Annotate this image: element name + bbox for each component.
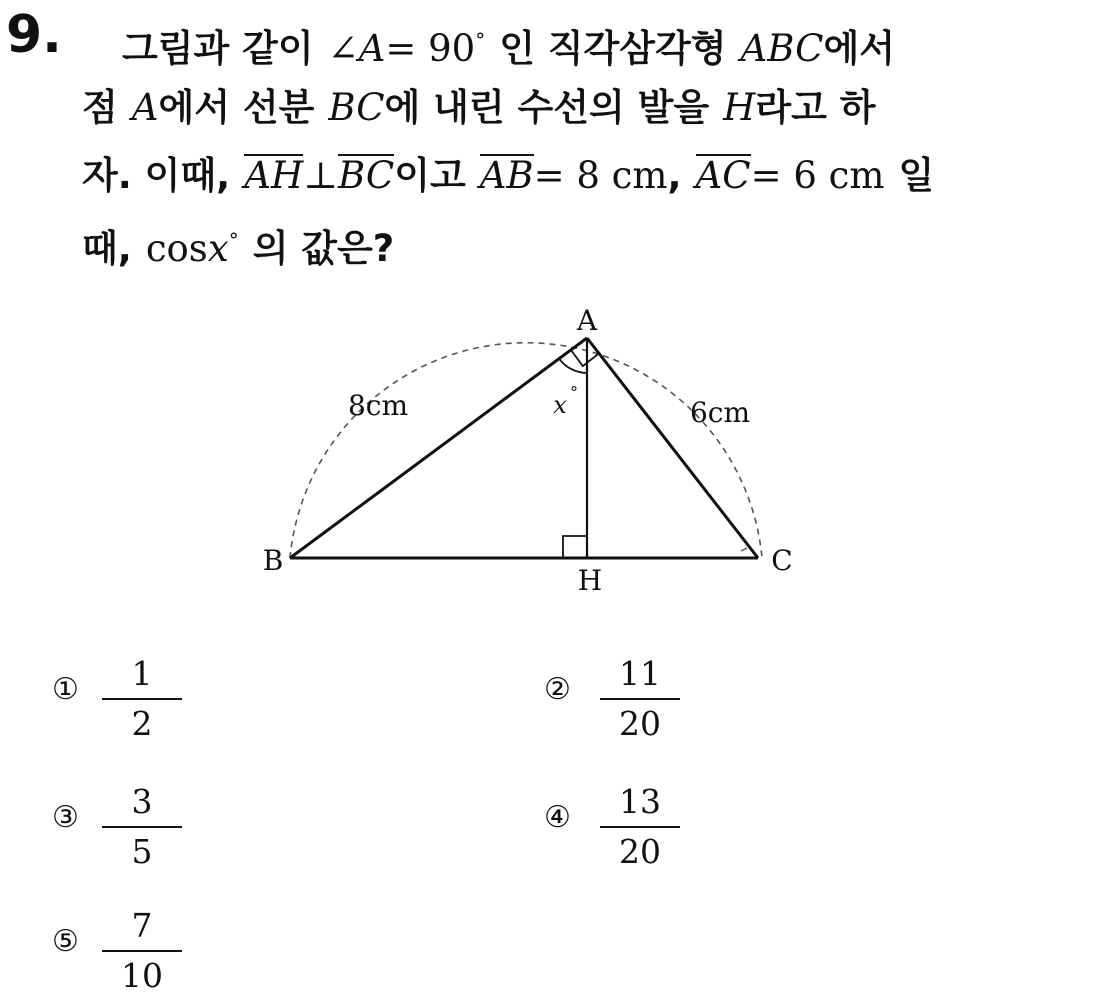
ab-length: = 8 cm: [533, 154, 668, 197]
segment-ac: AC: [695, 154, 751, 197]
fraction-numerator: 1: [131, 654, 153, 693]
question-text: 에서: [823, 27, 895, 70]
ac-length: = 6 cm: [750, 154, 885, 197]
fraction-numerator: 3: [131, 782, 153, 821]
label-a: A: [576, 304, 598, 337]
fraction-denominator: 20: [619, 832, 661, 871]
point-a: A: [131, 86, 159, 129]
perpendicular-symbol: ⊥: [303, 154, 339, 197]
fraction-denominator: 10: [121, 956, 163, 995]
fraction-bar: [102, 698, 182, 700]
label-h: H: [577, 564, 603, 597]
cos-function: cos: [145, 227, 208, 270]
fraction-bar: [102, 950, 182, 952]
question-text: 일: [898, 154, 935, 197]
degree-symbol: °: [228, 228, 239, 252]
dashed-arc: [290, 343, 762, 558]
choice-fraction: [102, 782, 182, 872]
segment-bc: BC: [328, 86, 385, 129]
question-text: 에 내린 수선의 발을: [384, 86, 710, 129]
choice-4[interactable]: [544, 782, 744, 882]
label-b: B: [262, 544, 284, 577]
choice-2[interactable]: [544, 654, 744, 754]
choice-fraction: [600, 654, 680, 744]
fraction-bar: [600, 826, 680, 828]
question-text: 그림과 같이: [122, 27, 314, 70]
segment-ah: AH: [244, 154, 304, 197]
triangle-abc: ABC: [740, 27, 824, 70]
label-ac-length: 6cm: [689, 396, 751, 429]
question-text: 인 직각삼각형: [499, 27, 727, 70]
segment-ab: AB: [479, 154, 534, 197]
question-text: 점: [82, 86, 118, 129]
side-ac: [587, 338, 758, 558]
variable-x: x: [207, 227, 229, 270]
right-angle-marker-h: [563, 536, 587, 558]
fraction-numerator: 13: [619, 782, 661, 821]
choice-fraction: [102, 906, 182, 996]
angle-c-mark: [741, 548, 747, 551]
fraction-numerator: 11: [619, 654, 661, 693]
choice-marker: ②: [544, 672, 571, 707]
fraction-denominator: 5: [131, 832, 153, 871]
label-angle-x-degree: °: [570, 383, 578, 402]
choice-1[interactable]: [52, 654, 252, 754]
segment-bc-overline: BC: [338, 154, 395, 197]
question-text: 에서 선분: [158, 86, 315, 129]
choice-3[interactable]: [52, 782, 252, 882]
question-text: 라고 하: [755, 86, 876, 129]
point-h: H: [723, 86, 756, 129]
choice-marker: ⑤: [52, 924, 79, 959]
fraction-bar: [102, 826, 182, 828]
choice-fraction: [600, 782, 680, 872]
choice-marker: ③: [52, 800, 79, 835]
fraction-denominator: 2: [131, 704, 153, 743]
label-c: C: [771, 544, 793, 577]
label-angle-x: x: [553, 391, 567, 419]
question-text: 의 값은?: [252, 227, 395, 270]
question-text: 때,: [82, 227, 132, 270]
choice-5[interactable]: [52, 906, 252, 1006]
choice-marker: ①: [52, 672, 79, 707]
label-ab-length: 8cm: [347, 389, 409, 422]
comma: ,: [667, 154, 682, 197]
choice-fraction: [102, 654, 182, 744]
fraction-numerator: 7: [131, 906, 153, 945]
angle-a: ∠A: [327, 27, 386, 70]
question-number: 9.: [6, 5, 62, 65]
question-text: 이고: [394, 154, 466, 197]
question-text: 자. 이때,: [82, 154, 231, 197]
angle-equals: = 90: [385, 27, 476, 70]
fraction-bar: [600, 698, 680, 700]
choice-marker: ④: [544, 800, 571, 835]
fraction-denominator: 20: [619, 704, 661, 743]
side-ab: [290, 338, 587, 558]
degree-symbol: °: [475, 28, 486, 52]
